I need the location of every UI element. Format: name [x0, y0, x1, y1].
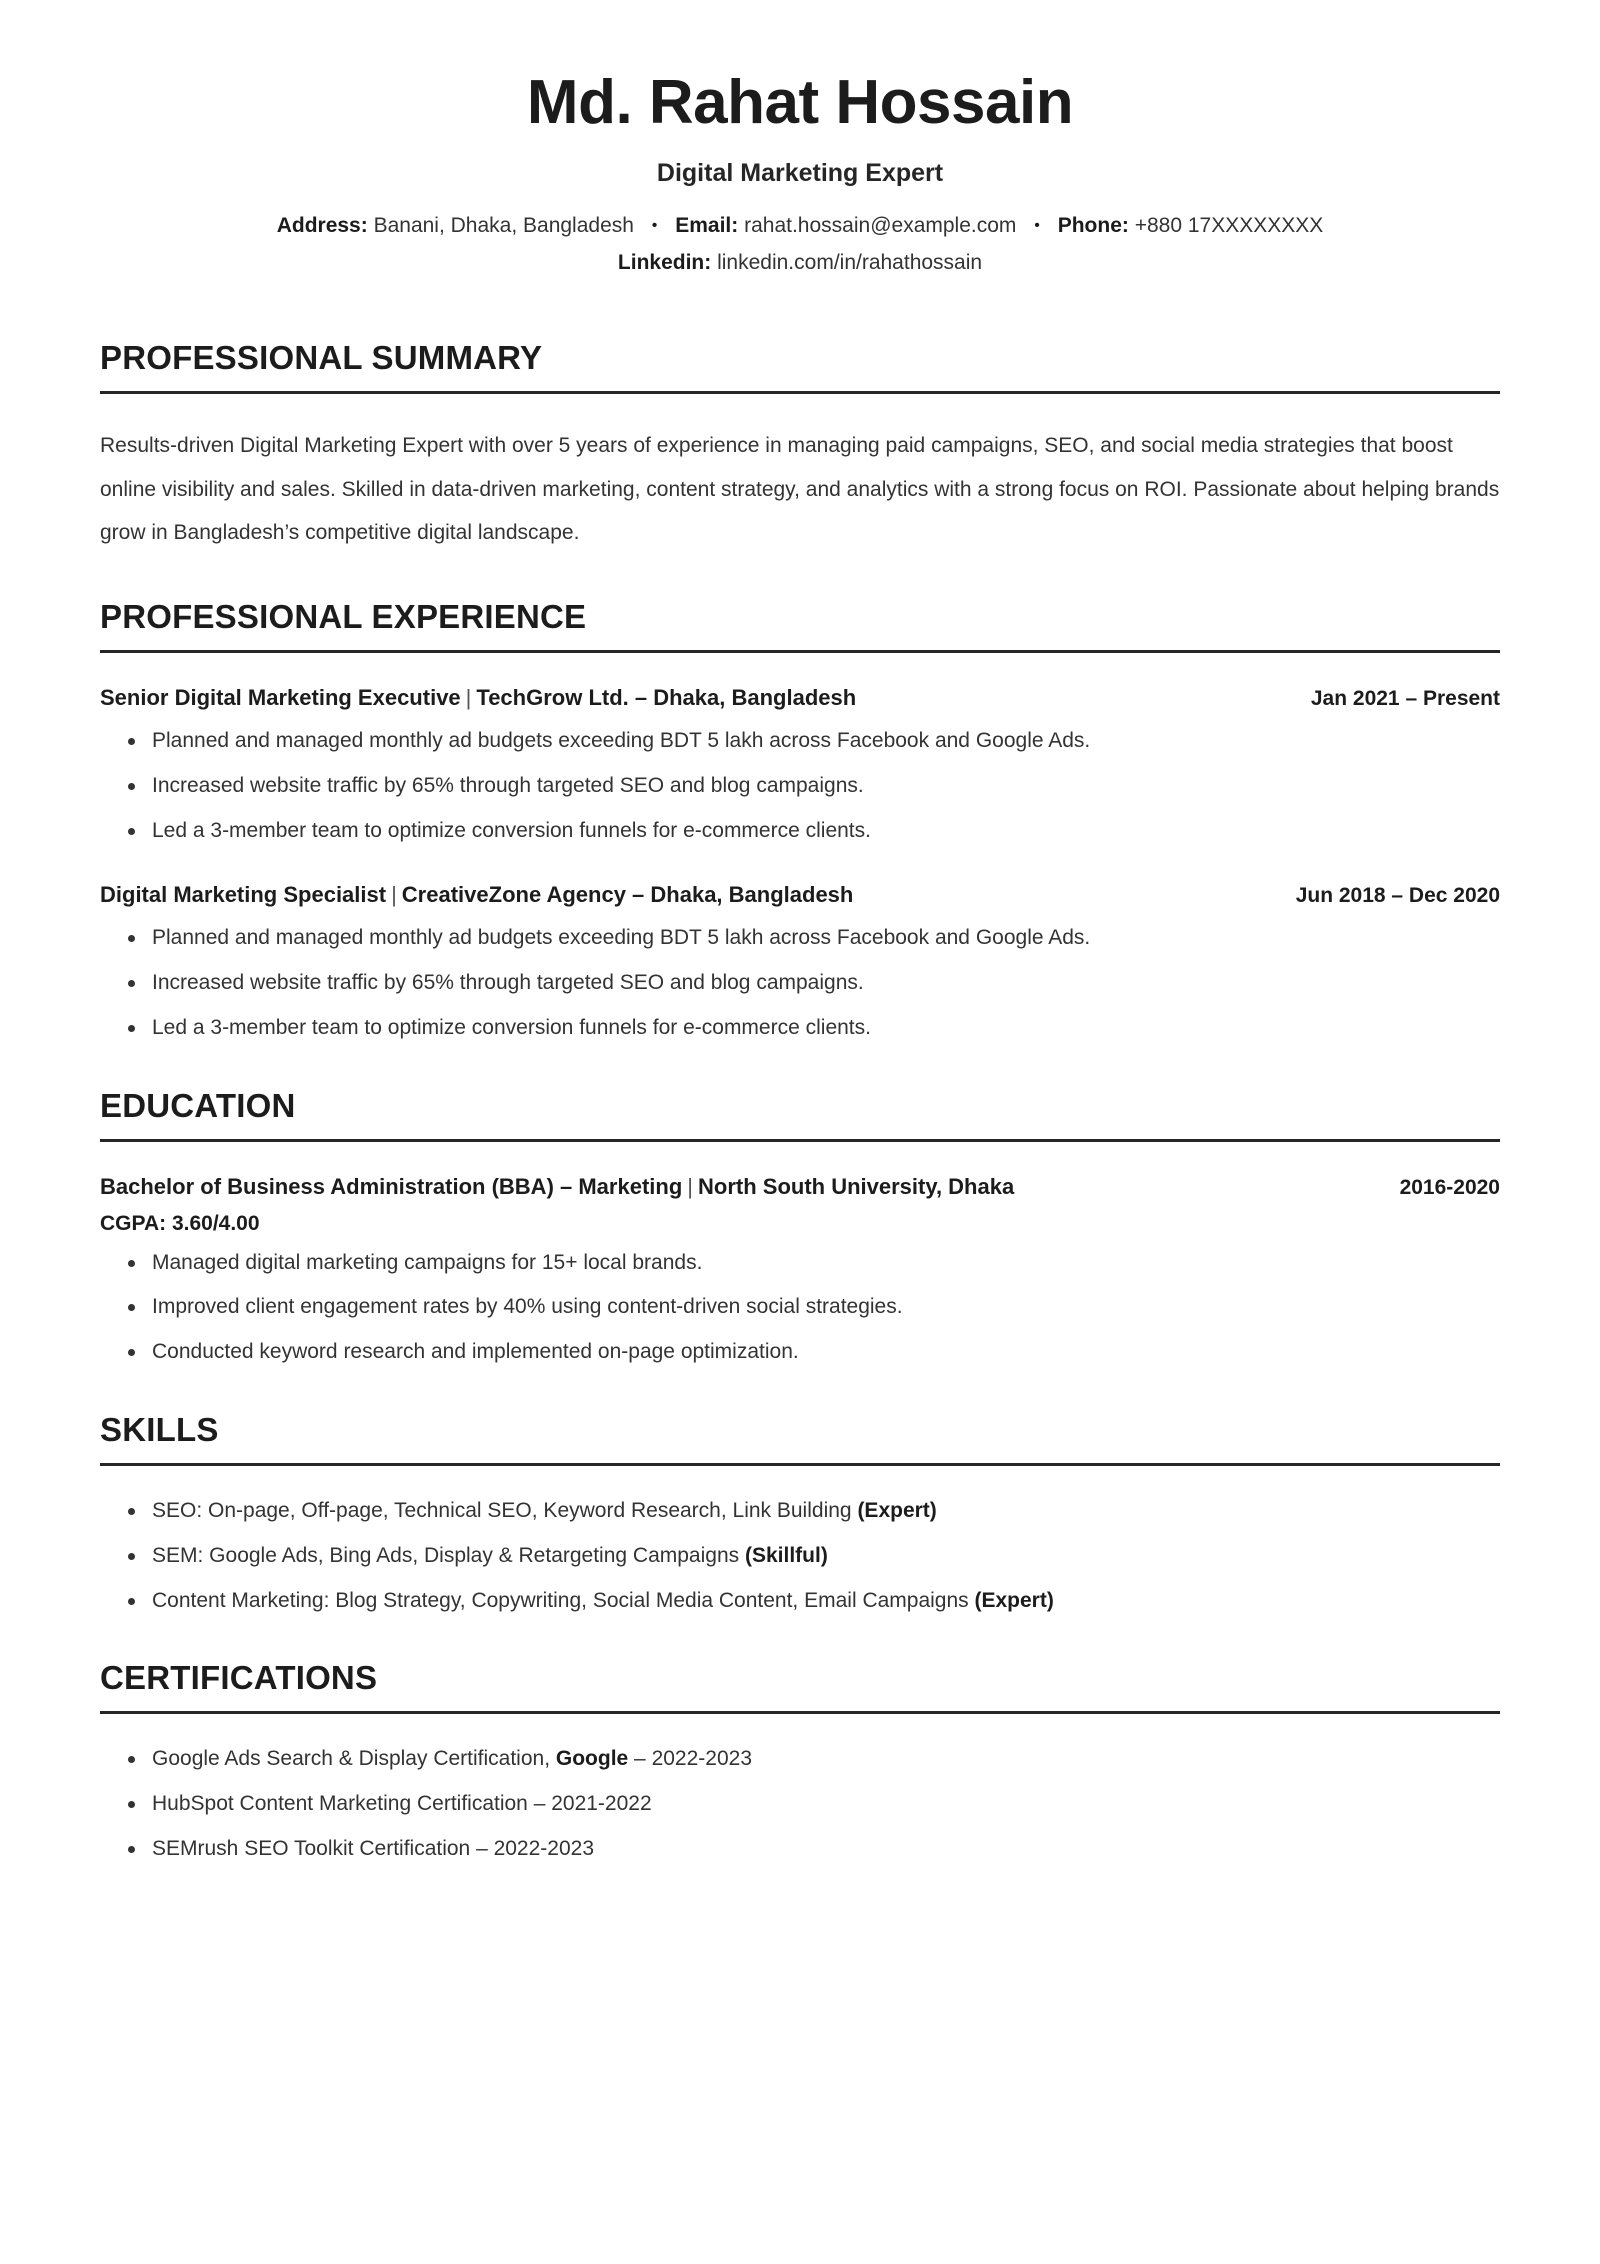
experience-entry-head: [100, 683, 1500, 713]
summary-paragraph: Results-driven Digital Marketing Expert with over 5 years of experience in managing paid campaigns, SEO, and social media strategies that boost online visibility and sales. Skilled in data-driven marketing, content strategy, and analytics with a strong focus on ROI. Passionate about helping brands grow in Bangladesh’s competitive digital landscape.: [100, 434, 1500, 544]
contact-separator-icon: •: [651, 217, 658, 235]
contact-email-label: Email:: [675, 213, 739, 237]
list-item: Increased website traffic by 65% through targeted SEO and blog campaigns.: [152, 771, 1500, 801]
education-date-range: 2016-2020: [1399, 1175, 1500, 1199]
contact-address: [277, 214, 640, 237]
experience-company: TechGrow Ltd. – Dhaka, Bangladesh: [476, 684, 857, 710]
section-heading-experience: PROFESSIONAL EXPERIENCE: [100, 597, 587, 635]
list-item: Improved client engagement rates by 40% using content-driven social strategies.: [152, 1292, 1500, 1322]
list-item: Conducted keyword research and implemented on-page optimization.: [152, 1337, 1500, 1367]
section-education: [100, 1087, 1500, 1367]
section-heading-summary: PROFESSIONAL SUMMARY: [100, 339, 543, 377]
contact-separator-icon: •: [1034, 217, 1040, 235]
contact-address-value: Banani, Dhaka, Bangladesh: [373, 213, 634, 237]
list-item: [152, 1834, 1500, 1864]
title-divider-bar: |: [687, 1173, 693, 1199]
list-item: [152, 1789, 1500, 1819]
contact-address-label: Address:: [276, 213, 368, 237]
certification-text: Google Ads Search & Display Certification,: [152, 1747, 556, 1771]
list-item: Planned and managed monthly ad budgets exceeding BDT 5 lakh across Facebook and Google Ads.: [152, 923, 1500, 953]
list-item: [152, 1541, 1500, 1571]
section-professional-experience: [100, 598, 1500, 1043]
experience-entry-title: [100, 683, 856, 713]
section-heading-skills: SKILLS: [100, 1410, 219, 1448]
contact-line-linkedin: [100, 245, 1500, 282]
section-skills: [100, 1411, 1500, 1615]
section-divider: [100, 1711, 1500, 1714]
education-cgpa: CGPA: 3.60/4.00: [100, 1211, 260, 1235]
education-entry-title: [100, 1172, 1014, 1202]
skill-level: (Skillful): [744, 1543, 828, 1567]
list-item: [152, 1744, 1500, 1774]
skill-text: Content Marketing: Blog Strategy, Copywriting, Social Media Content, Email Campaigns: [152, 1588, 975, 1612]
section-divider: [100, 1139, 1500, 1142]
resume-header: [100, 70, 1500, 281]
contact-phone-label: Phone:: [1057, 213, 1129, 237]
contact-phone-value: +880 17XXXXXXXX: [1134, 213, 1324, 237]
experience-entry: [100, 683, 1500, 846]
contact-linkedin-value[interactable]: linkedin.com/in/rahathossain: [717, 250, 983, 274]
skill-text: SEM: Google Ads, Bing Ads, Display & Retargeting Campaigns: [152, 1543, 745, 1567]
education-entry: [100, 1172, 1500, 1367]
title-divider-bar: |: [465, 684, 472, 710]
candidate-headline: Digital Marketing Expert: [656, 158, 944, 187]
education-entry-head: [100, 1172, 1500, 1202]
education-degree: Bachelor of Business Administration (BBA) – Marketing: [100, 1173, 683, 1199]
list-item: Planned and managed monthly ad budgets exceeding BDT 5 lakh across Facebook and Google Ads.: [152, 726, 1500, 756]
candidate-name: Md. Rahat Hossain: [526, 68, 1074, 137]
certification-issuer: Google: [555, 1747, 629, 1771]
list-item: Led a 3-member team to optimize conversion funnels for e-commerce clients.: [152, 816, 1500, 846]
list-item: Led a 3-member team to optimize conversion funnels for e-commerce clients.: [152, 1013, 1500, 1043]
section-professional-summary: [100, 339, 1500, 553]
section-divider: [100, 1463, 1500, 1466]
skill-level: (Expert): [857, 1498, 937, 1522]
certifications-list: [100, 1744, 1500, 1863]
experience-date-range: Jun 2018 – Dec 2020: [1295, 883, 1500, 907]
certification-years: – 2022-2023: [628, 1747, 752, 1771]
list-item: Managed digital marketing campaigns for 15+ local brands.: [152, 1248, 1500, 1278]
section-heading-education: EDUCATION: [100, 1086, 296, 1124]
section-heading-certifications: CERTIFICATIONS: [100, 1659, 378, 1697]
contact-linkedin-label: Linkedin:: [617, 250, 712, 274]
experience-role: Senior Digital Marketing Executive: [100, 684, 461, 710]
section-divider: [100, 650, 1500, 653]
skill-text: SEO: On-page, Off-page, Technical SEO, Keyword Research, Link Building: [152, 1498, 858, 1522]
experience-bullet-list: [100, 923, 1500, 1042]
skills-list: [100, 1496, 1500, 1615]
experience-entry: [100, 880, 1500, 1043]
contact-phone: [1058, 214, 1324, 237]
experience-role: Digital Marketing Specialist: [100, 881, 387, 907]
contact-email-value[interactable]: rahat.hossain@example.com: [744, 213, 1017, 237]
experience-entry-title: [100, 880, 853, 910]
contact-email: [675, 214, 1022, 237]
list-item: [152, 1586, 1500, 1616]
title-divider-bar: |: [391, 881, 397, 907]
experience-date-range: Jan 2021 – Present: [1310, 686, 1500, 710]
contact-line-primary: [100, 208, 1500, 245]
experience-entry-head: [100, 880, 1500, 910]
experience-company: CreativeZone Agency – Dhaka, Bangladesh: [401, 881, 854, 907]
certification-text: SEMrush SEO Toolkit Certification – 2022-2023: [152, 1837, 595, 1861]
section-certifications: [100, 1659, 1500, 1863]
skill-level: (Expert): [974, 1588, 1054, 1612]
section-divider: [100, 391, 1500, 394]
education-bullet-list: [100, 1248, 1500, 1367]
list-item: Increased website traffic by 65% through targeted SEO and blog campaigns.: [152, 968, 1500, 998]
experience-bullet-list: [100, 726, 1500, 845]
education-institution: North South University, Dhaka: [698, 1173, 1015, 1199]
certification-text: HubSpot Content Marketing Certification – 2021-2022: [152, 1792, 652, 1816]
list-item: [152, 1496, 1500, 1526]
